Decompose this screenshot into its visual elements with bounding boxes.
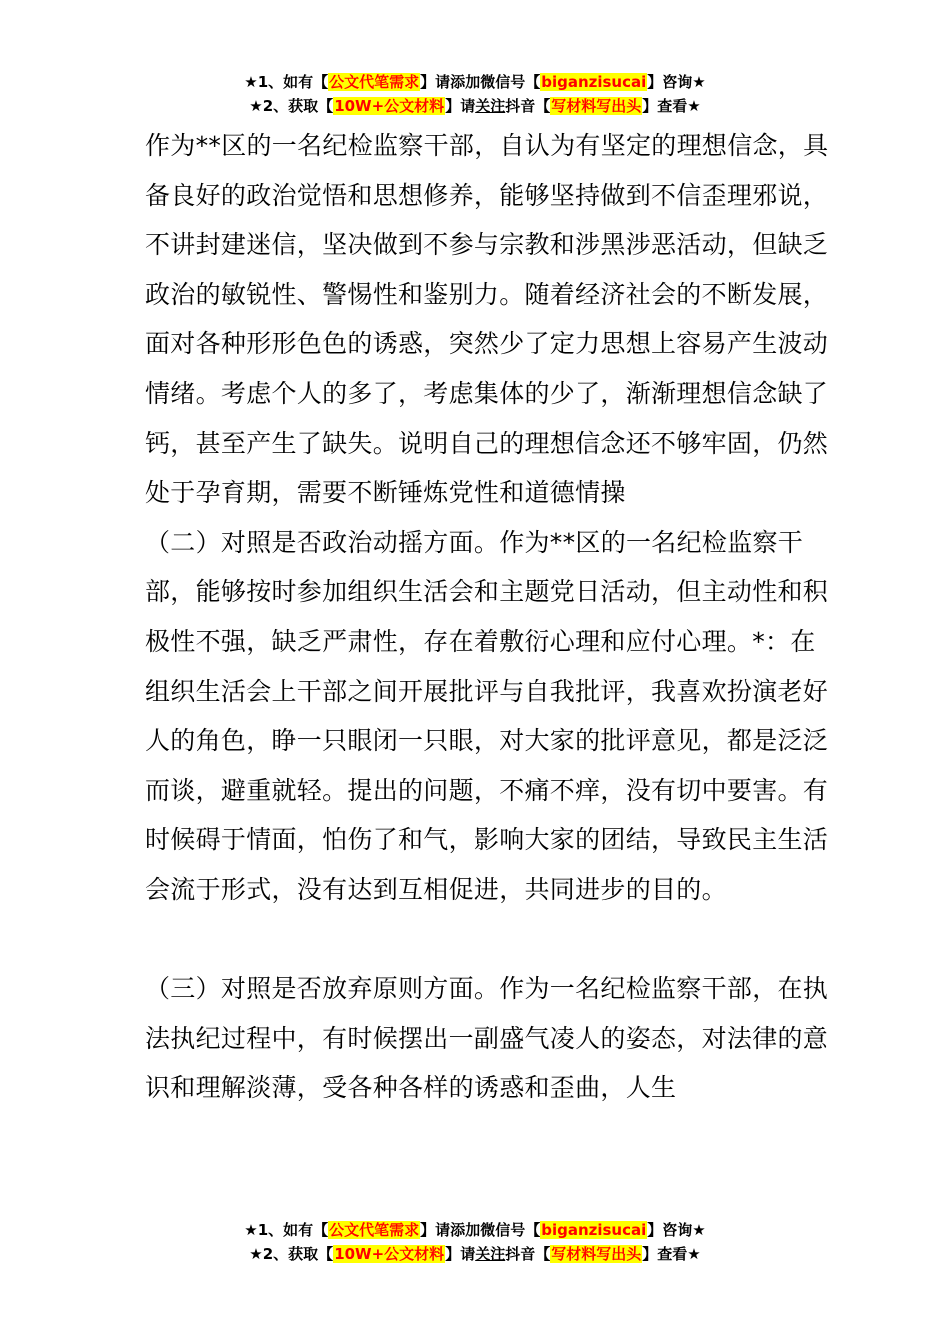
banner-text: 】请添 bbox=[420, 1221, 466, 1239]
banner-text: 】咨询★ bbox=[647, 73, 706, 91]
banner-highlight: 公文代笔需求 bbox=[329, 73, 420, 91]
banner-text: 】咨询★ bbox=[647, 1221, 706, 1239]
banner-highlight: 公文代笔需求 bbox=[329, 1221, 420, 1239]
banner-text: 】查看★ bbox=[642, 97, 701, 115]
paragraph-1: 作为**区的一名纪检监察干部，自认为有坚定的理想信念，具备良好的政治觉悟和思想修养，能够坚持做到不信歪理邪说，不讲封建迷信，坚决做到不参与宗教和涉黑涉恶活动，但缺乏政治的敏锐性、警惕性和鉴别力。随着经济社会的不断发展，面对各种形形色色的诱惑，突然少了定力思想上容易产生波动情绪。考虑个人的多了，考虑集体的少了，渐渐理想信念缺了钙，甚至产生了缺失。说明自己的理想信念还不够牢固，仍然处于孕育期，需要不断锤炼党性和道德情操 bbox=[145, 131, 829, 508]
banner-line-1 bbox=[0, 1218, 950, 1242]
banner-line-2 bbox=[0, 1242, 950, 1266]
banner-text: 微信号【 bbox=[480, 73, 541, 91]
banner-text: 】请 bbox=[445, 97, 476, 115]
banner-highlight: biganzisucai bbox=[541, 73, 647, 91]
banner-text: ★1、如有【 bbox=[244, 1221, 329, 1239]
footer-banner bbox=[0, 1218, 950, 1266]
banner-line-1 bbox=[0, 70, 950, 94]
document-body bbox=[145, 121, 835, 1113]
banner-highlight: biganzisucai bbox=[541, 1221, 647, 1239]
banner-text: 微信号【 bbox=[480, 1221, 541, 1239]
paragraph-spacer bbox=[145, 915, 835, 965]
banner-text: 抖音【 bbox=[505, 97, 551, 115]
banner-text: 加 bbox=[465, 1221, 481, 1239]
banner-highlight: 10W+公文材料 bbox=[334, 1245, 445, 1263]
banner-highlight: 10W+公文材料 bbox=[334, 97, 445, 115]
paragraph-2: （二）对照是否政治动摇方面。作为**区的一名纪检监察干部，能够按时参加组织生活会和主题党日活动，但主动性和积极性不强，缺乏严肃性，存在着敷衍心理和应付心理。*：在组织生活会上干部之间开展批评与自我批评，我喜欢扮演老好人的角色，睁一只眼闭一只眼，对大家的批评意见，都是泛泛而谈，避重就轻。提出的问题，不痛不痒，没有切中要害。有时候碍于情面，怕伤了和气，影响大家的团结，导致民主生活会流于形式，没有达到互相促进，共同进步的目的。 bbox=[145, 527, 829, 904]
banner-text: 】查看★ bbox=[642, 1245, 701, 1263]
banner-text: 抖音【 bbox=[505, 1245, 551, 1263]
paragraph-3: （三）对照是否放弃原则方面。作为一名纪检监察干部，在执法执纪过程中，有时候摆出一副盛气凌人的姿态，对法律的意识和理解淡薄，受各种各样的诱惑和歪曲，人生 bbox=[145, 974, 829, 1103]
banner-line-2 bbox=[0, 94, 950, 118]
header-banner bbox=[0, 70, 950, 118]
banner-text: 加 bbox=[465, 73, 481, 91]
banner-text: 关注 bbox=[475, 1245, 506, 1263]
banner-text: 关注 bbox=[475, 97, 506, 115]
banner-text: 】请添 bbox=[420, 73, 466, 91]
banner-highlight: 写材料写出头 bbox=[551, 97, 642, 115]
banner-highlight: 写材料写出头 bbox=[551, 1245, 642, 1263]
banner-text: ★2、获取【 bbox=[249, 1245, 334, 1263]
banner-text: ★1、如有【 bbox=[244, 73, 329, 91]
banner-text: ★2、获取【 bbox=[249, 97, 334, 115]
banner-text: 】请 bbox=[445, 1245, 476, 1263]
